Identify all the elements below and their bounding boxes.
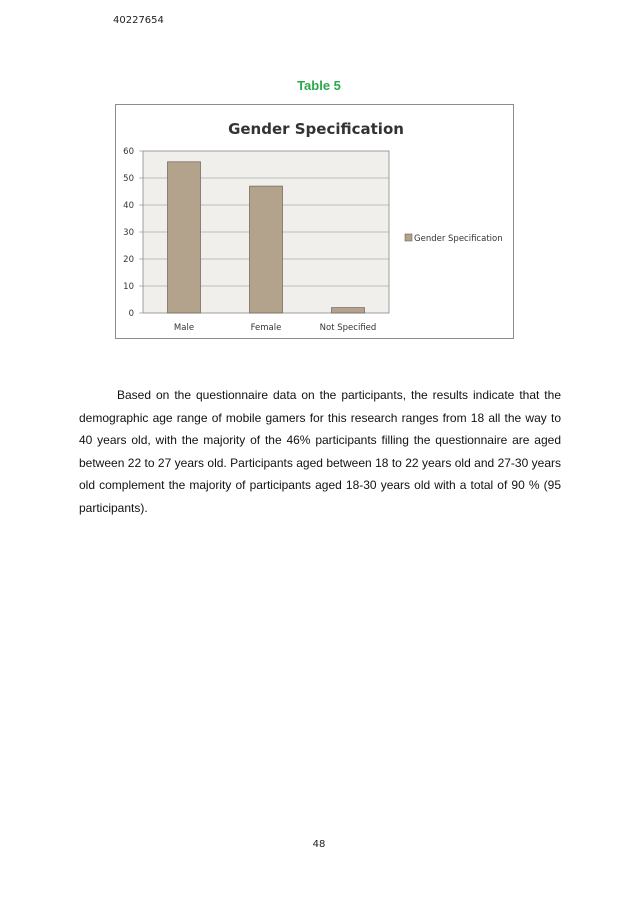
y-tick-label: 0 [128,309,134,319]
document-id: 40227654 [113,15,164,26]
y-tick-label: 40 [123,201,134,211]
table-caption: Table 5 [297,78,341,93]
y-tick-label: 50 [123,174,134,184]
legend-swatch [405,234,412,241]
chart-title: Gender Specification [228,120,404,138]
page-number: 48 [312,839,326,850]
body-paragraph: Based on the questionnaire data on the participants, the results indicate that the demographic age range of mobile gamers for this research ranges from 18 all the way to 40 years old, with the majority of the 46% participants filling the questionnaire are aged between 22 to 27 years old. Participants aged between 18 to 22 years old and 27-30 years old complement the majority of participants aged 18-30 years old with a total of 90 % (95 participants). [79,388,561,515]
y-tick-label: 30 [123,228,134,238]
bar-male [168,162,201,313]
gender-bar-chart [115,104,514,339]
y-tick-label: 60 [123,147,134,157]
x-tick-label: Not Specified [319,323,377,333]
x-tick-label: Male [173,323,195,333]
y-tick-label: 20 [123,255,134,265]
chart-canvas [116,105,515,340]
x-tick-labels [174,323,376,333]
bar-female [250,186,283,313]
y-tick-label: 10 [123,282,134,292]
bar-not-specified [332,308,365,313]
x-tick-label: Female [250,323,282,333]
y-tick-labels [123,147,134,319]
legend-label: Gender Specification [414,234,503,244]
